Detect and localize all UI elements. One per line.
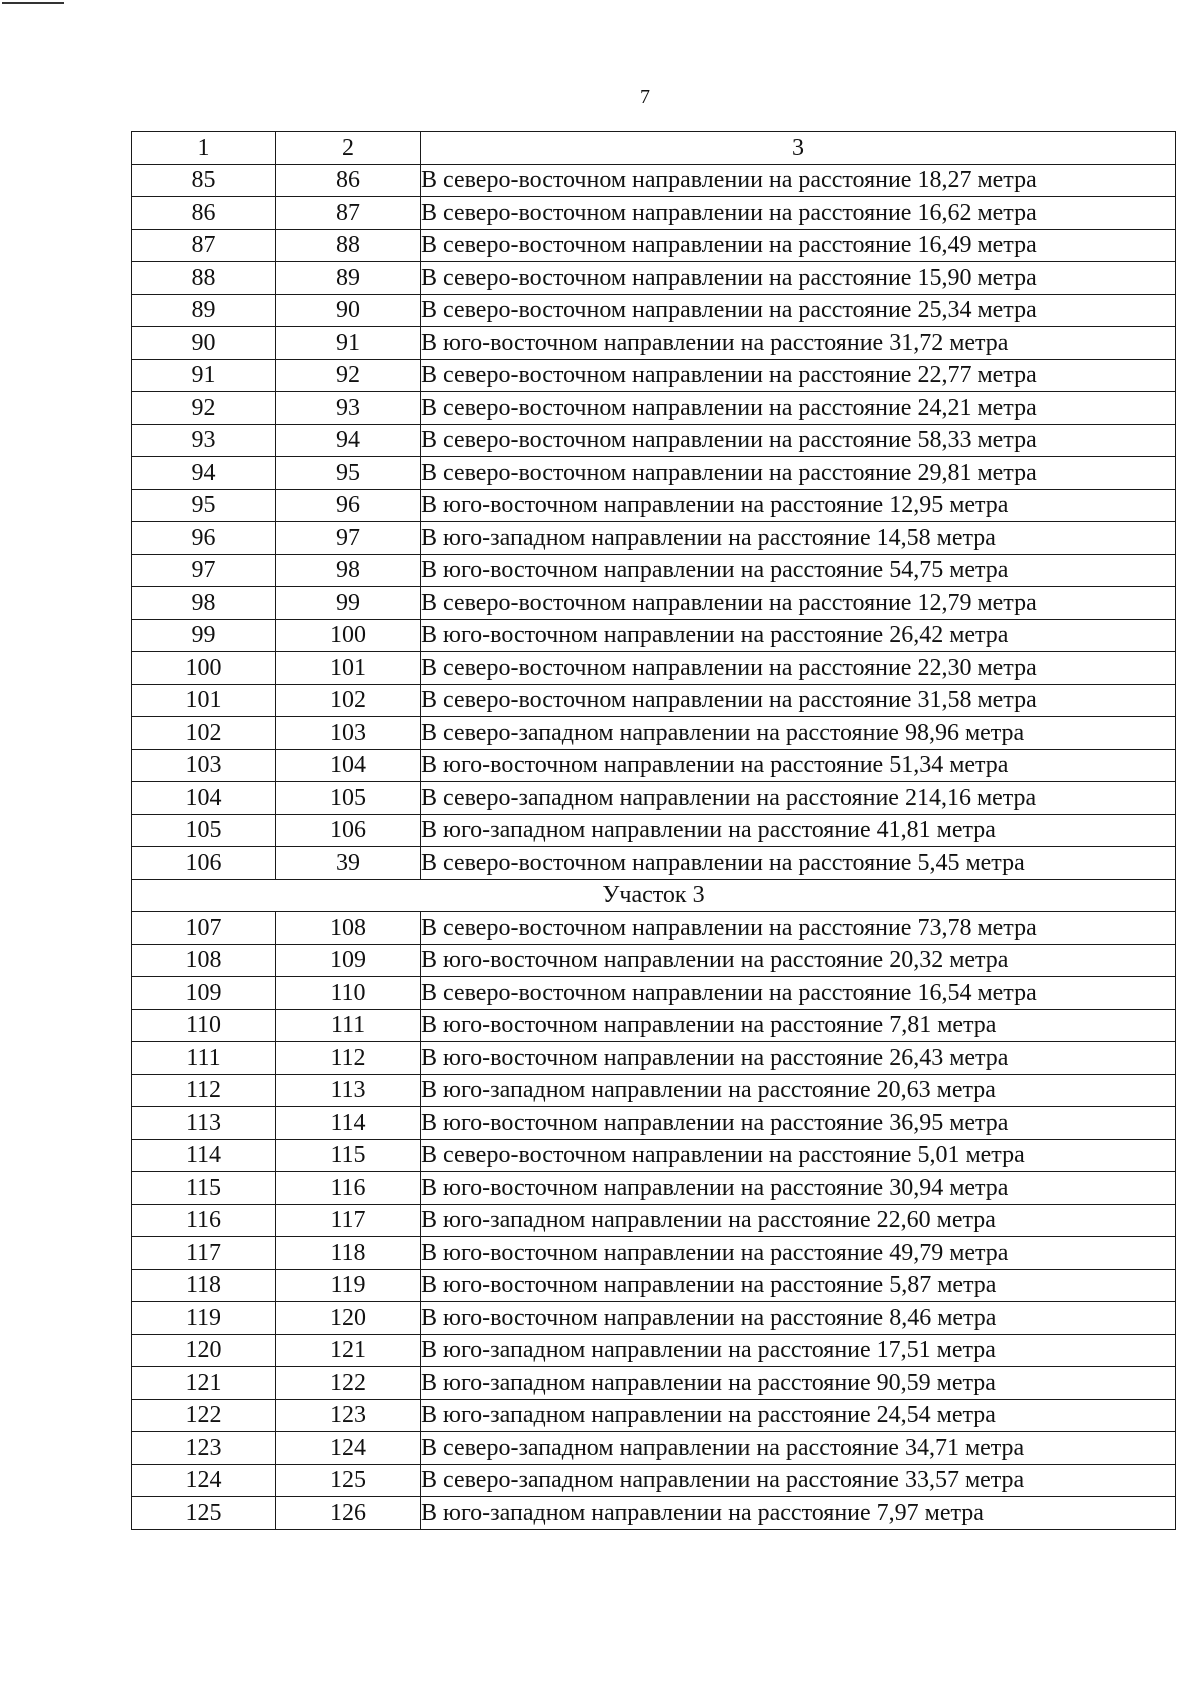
header-cell-3: 3 xyxy=(421,132,1176,165)
point-to-cell: 113 xyxy=(276,1074,421,1107)
point-from-cell: 118 xyxy=(132,1269,276,1302)
point-to-cell: 88 xyxy=(276,229,421,262)
point-from-cell: 89 xyxy=(132,294,276,327)
point-from-cell: 117 xyxy=(132,1237,276,1270)
point-from-cell: 93 xyxy=(132,424,276,457)
point-from-cell: 112 xyxy=(132,1074,276,1107)
point-to-cell: 86 xyxy=(276,164,421,197)
point-from-cell: 111 xyxy=(132,1042,276,1075)
point-from-cell: 98 xyxy=(132,587,276,620)
point-from-cell: 99 xyxy=(132,619,276,652)
description-cell: В юго-восточном направлении на расстояние 26,43 метра xyxy=(421,1042,1176,1075)
point-to-cell: 99 xyxy=(276,587,421,620)
description-cell: В юго-восточном направлении на расстояние 49,79 метра xyxy=(421,1237,1176,1270)
description-cell: В северо-восточном направлении на расстояние 12,79 метра xyxy=(421,587,1176,620)
description-cell: В северо-восточном направлении на расстояние 29,81 метра xyxy=(421,457,1176,490)
point-from-cell: 96 xyxy=(132,522,276,555)
table-row xyxy=(132,587,1176,620)
description-cell: В юго-восточном направлении на расстояние 20,32 метра xyxy=(421,944,1176,977)
table-row xyxy=(132,424,1176,457)
point-to-cell: 105 xyxy=(276,782,421,815)
table-row xyxy=(132,782,1176,815)
description-cell: В юго-восточном направлении на расстояние 36,95 метра xyxy=(421,1107,1176,1140)
description-cell: В юго-западном направлении на расстояние 14,58 метра xyxy=(421,522,1176,555)
table-row xyxy=(132,229,1176,262)
description-cell: В юго-западном направлении на расстояние 7,97 метра xyxy=(421,1497,1176,1530)
point-to-cell: 100 xyxy=(276,619,421,652)
table-row xyxy=(132,944,1176,977)
point-to-cell: 96 xyxy=(276,489,421,522)
table-row xyxy=(132,1334,1176,1367)
table-row xyxy=(132,359,1176,392)
table-row xyxy=(132,684,1176,717)
point-to-cell: 118 xyxy=(276,1237,421,1270)
point-from-cell: 92 xyxy=(132,392,276,425)
point-from-cell: 103 xyxy=(132,749,276,782)
point-to-cell: 126 xyxy=(276,1497,421,1530)
point-from-cell: 116 xyxy=(132,1204,276,1237)
table-row xyxy=(132,294,1176,327)
point-from-cell: 121 xyxy=(132,1367,276,1400)
table-row xyxy=(132,619,1176,652)
point-from-cell: 120 xyxy=(132,1334,276,1367)
point-from-cell: 104 xyxy=(132,782,276,815)
description-cell: В северо-восточном направлении на расстояние 73,78 метра xyxy=(421,912,1176,945)
point-from-cell: 87 xyxy=(132,229,276,262)
page-number: 7 xyxy=(640,86,650,108)
table-row xyxy=(132,1432,1176,1465)
point-to-cell: 106 xyxy=(276,814,421,847)
point-from-cell: 124 xyxy=(132,1464,276,1497)
point-from-cell: 97 xyxy=(132,554,276,587)
table-row xyxy=(132,554,1176,587)
description-cell: В северо-восточном направлении на расстояние 22,30 метра xyxy=(421,652,1176,685)
point-from-cell: 113 xyxy=(132,1107,276,1140)
description-cell: В северо-восточном направлении на расстояние 5,01 метра xyxy=(421,1139,1176,1172)
point-to-cell: 104 xyxy=(276,749,421,782)
table-row xyxy=(132,489,1176,522)
header-cell-1: 1 xyxy=(132,132,276,165)
point-to-cell: 97 xyxy=(276,522,421,555)
table-row xyxy=(132,1302,1176,1335)
point-to-cell: 121 xyxy=(276,1334,421,1367)
point-to-cell: 93 xyxy=(276,392,421,425)
description-cell: В северо-восточном направлении на расстояние 24,21 метра xyxy=(421,392,1176,425)
header-cell-2: 2 xyxy=(276,132,421,165)
point-to-cell: 94 xyxy=(276,424,421,457)
description-cell: В северо-восточном направлении на расстояние 25,34 метра xyxy=(421,294,1176,327)
scan-artifact xyxy=(2,2,64,4)
table-row xyxy=(132,1269,1176,1302)
point-from-cell: 102 xyxy=(132,717,276,750)
description-cell: В юго-западном направлении на расстояние 24,54 метра xyxy=(421,1399,1176,1432)
table-row xyxy=(132,392,1176,425)
point-from-cell: 122 xyxy=(132,1399,276,1432)
point-from-cell: 106 xyxy=(132,847,276,880)
point-to-cell: 103 xyxy=(276,717,421,750)
description-cell: В северо-западном направлении на расстояние 98,96 метра xyxy=(421,717,1176,750)
point-from-cell: 125 xyxy=(132,1497,276,1530)
table-row xyxy=(132,1399,1176,1432)
table-row xyxy=(132,522,1176,555)
point-to-cell: 112 xyxy=(276,1042,421,1075)
point-to-cell: 95 xyxy=(276,457,421,490)
table-row xyxy=(132,749,1176,782)
table-row xyxy=(132,1237,1176,1270)
point-from-cell: 101 xyxy=(132,684,276,717)
point-to-cell: 120 xyxy=(276,1302,421,1335)
point-to-cell: 90 xyxy=(276,294,421,327)
point-to-cell: 116 xyxy=(276,1172,421,1205)
table-row xyxy=(132,847,1176,880)
point-to-cell: 110 xyxy=(276,977,421,1010)
point-from-cell: 85 xyxy=(132,164,276,197)
table-row xyxy=(132,262,1176,295)
table-row xyxy=(132,1464,1176,1497)
description-cell: В северо-восточном направлении на расстояние 18,27 метра xyxy=(421,164,1176,197)
description-cell: В юго-восточном направлении на расстояние 8,46 метра xyxy=(421,1302,1176,1335)
table-row xyxy=(132,1172,1176,1205)
point-from-cell: 110 xyxy=(132,1009,276,1042)
point-to-cell: 39 xyxy=(276,847,421,880)
point-to-cell: 119 xyxy=(276,1269,421,1302)
table-row xyxy=(132,1009,1176,1042)
table-row xyxy=(132,457,1176,490)
point-from-cell: 108 xyxy=(132,944,276,977)
description-cell: В северо-восточном направлении на расстояние 31,58 метра xyxy=(421,684,1176,717)
table-row xyxy=(132,717,1176,750)
description-cell: В северо-восточном направлении на расстояние 58,33 метра xyxy=(421,424,1176,457)
table-row xyxy=(132,1042,1176,1075)
section-title: Участок 3 xyxy=(132,879,1176,912)
point-to-cell: 92 xyxy=(276,359,421,392)
description-cell: В юго-западном направлении на расстояние 90,59 метра xyxy=(421,1367,1176,1400)
description-cell: В северо-восточном направлении на расстояние 16,49 метра xyxy=(421,229,1176,262)
point-to-cell: 87 xyxy=(276,197,421,230)
description-cell: В северо-западном направлении на расстояние 34,71 метра xyxy=(421,1432,1176,1465)
point-to-cell: 123 xyxy=(276,1399,421,1432)
point-to-cell: 122 xyxy=(276,1367,421,1400)
table-row xyxy=(132,977,1176,1010)
point-to-cell: 115 xyxy=(276,1139,421,1172)
table-row xyxy=(132,164,1176,197)
description-cell: В юго-восточном направлении на расстояние 54,75 метра xyxy=(421,554,1176,587)
point-to-cell: 125 xyxy=(276,1464,421,1497)
description-cell: В юго-западном направлении на расстояние 17,51 метра xyxy=(421,1334,1176,1367)
point-to-cell: 109 xyxy=(276,944,421,977)
point-from-cell: 105 xyxy=(132,814,276,847)
point-from-cell: 94 xyxy=(132,457,276,490)
point-from-cell: 100 xyxy=(132,652,276,685)
table-row xyxy=(132,652,1176,685)
point-to-cell: 124 xyxy=(276,1432,421,1465)
point-to-cell: 101 xyxy=(276,652,421,685)
table-row xyxy=(132,1074,1176,1107)
table-row xyxy=(132,197,1176,230)
point-to-cell: 89 xyxy=(276,262,421,295)
point-to-cell: 108 xyxy=(276,912,421,945)
point-from-cell: 114 xyxy=(132,1139,276,1172)
description-cell: В северо-восточном направлении на расстояние 16,54 метра xyxy=(421,977,1176,1010)
description-cell: В северо-восточном направлении на расстояние 15,90 метра xyxy=(421,262,1176,295)
point-from-cell: 107 xyxy=(132,912,276,945)
point-from-cell: 90 xyxy=(132,327,276,360)
table-row xyxy=(132,1367,1176,1400)
description-cell: В юго-восточном направлении на расстояние 5,87 метра xyxy=(421,1269,1176,1302)
description-cell: В юго-восточном направлении на расстояние 51,34 метра xyxy=(421,749,1176,782)
point-from-cell: 123 xyxy=(132,1432,276,1465)
table-row xyxy=(132,327,1176,360)
point-from-cell: 86 xyxy=(132,197,276,230)
description-cell: В юго-восточном направлении на расстояние 7,81 метра xyxy=(421,1009,1176,1042)
table-row xyxy=(132,912,1176,945)
point-to-cell: 102 xyxy=(276,684,421,717)
point-to-cell: 91 xyxy=(276,327,421,360)
description-cell: В юго-восточном направлении на расстояние 31,72 метра xyxy=(421,327,1176,360)
description-cell: В северо-восточном направлении на расстояние 16,62 метра xyxy=(421,197,1176,230)
description-cell: В северо-западном направлении на расстояние 214,16 метра xyxy=(421,782,1176,815)
description-cell: В северо-восточном направлении на расстояние 22,77 метра xyxy=(421,359,1176,392)
description-cell: В юго-восточном направлении на расстояние 26,42 метра xyxy=(421,619,1176,652)
point-from-cell: 91 xyxy=(132,359,276,392)
point-to-cell: 111 xyxy=(276,1009,421,1042)
description-cell: В юго-восточном направлении на расстояние 30,94 метра xyxy=(421,1172,1176,1205)
point-to-cell: 114 xyxy=(276,1107,421,1140)
section-row xyxy=(132,879,1176,912)
description-cell: В северо-западном направлении на расстояние 33,57 метра xyxy=(421,1464,1176,1497)
point-from-cell: 109 xyxy=(132,977,276,1010)
description-cell: В юго-западном направлении на расстояние 41,81 метра xyxy=(421,814,1176,847)
description-cell: В юго-западном направлении на расстояние 20,63 метра xyxy=(421,1074,1176,1107)
description-cell: В северо-восточном направлении на расстояние 5,45 метра xyxy=(421,847,1176,880)
description-cell: В юго-восточном направлении на расстояние 12,95 метра xyxy=(421,489,1176,522)
table-row xyxy=(132,1497,1176,1530)
table-row xyxy=(132,1139,1176,1172)
table-row xyxy=(132,814,1176,847)
table-row xyxy=(132,1204,1176,1237)
point-to-cell: 117 xyxy=(276,1204,421,1237)
point-from-cell: 115 xyxy=(132,1172,276,1205)
description-cell: В юго-западном направлении на расстояние 22,60 метра xyxy=(421,1204,1176,1237)
point-from-cell: 88 xyxy=(132,262,276,295)
boundary-table xyxy=(131,131,1176,1530)
point-from-cell: 95 xyxy=(132,489,276,522)
point-from-cell: 119 xyxy=(132,1302,276,1335)
table-header-row xyxy=(132,132,1176,165)
table-row xyxy=(132,1107,1176,1140)
point-to-cell: 98 xyxy=(276,554,421,587)
